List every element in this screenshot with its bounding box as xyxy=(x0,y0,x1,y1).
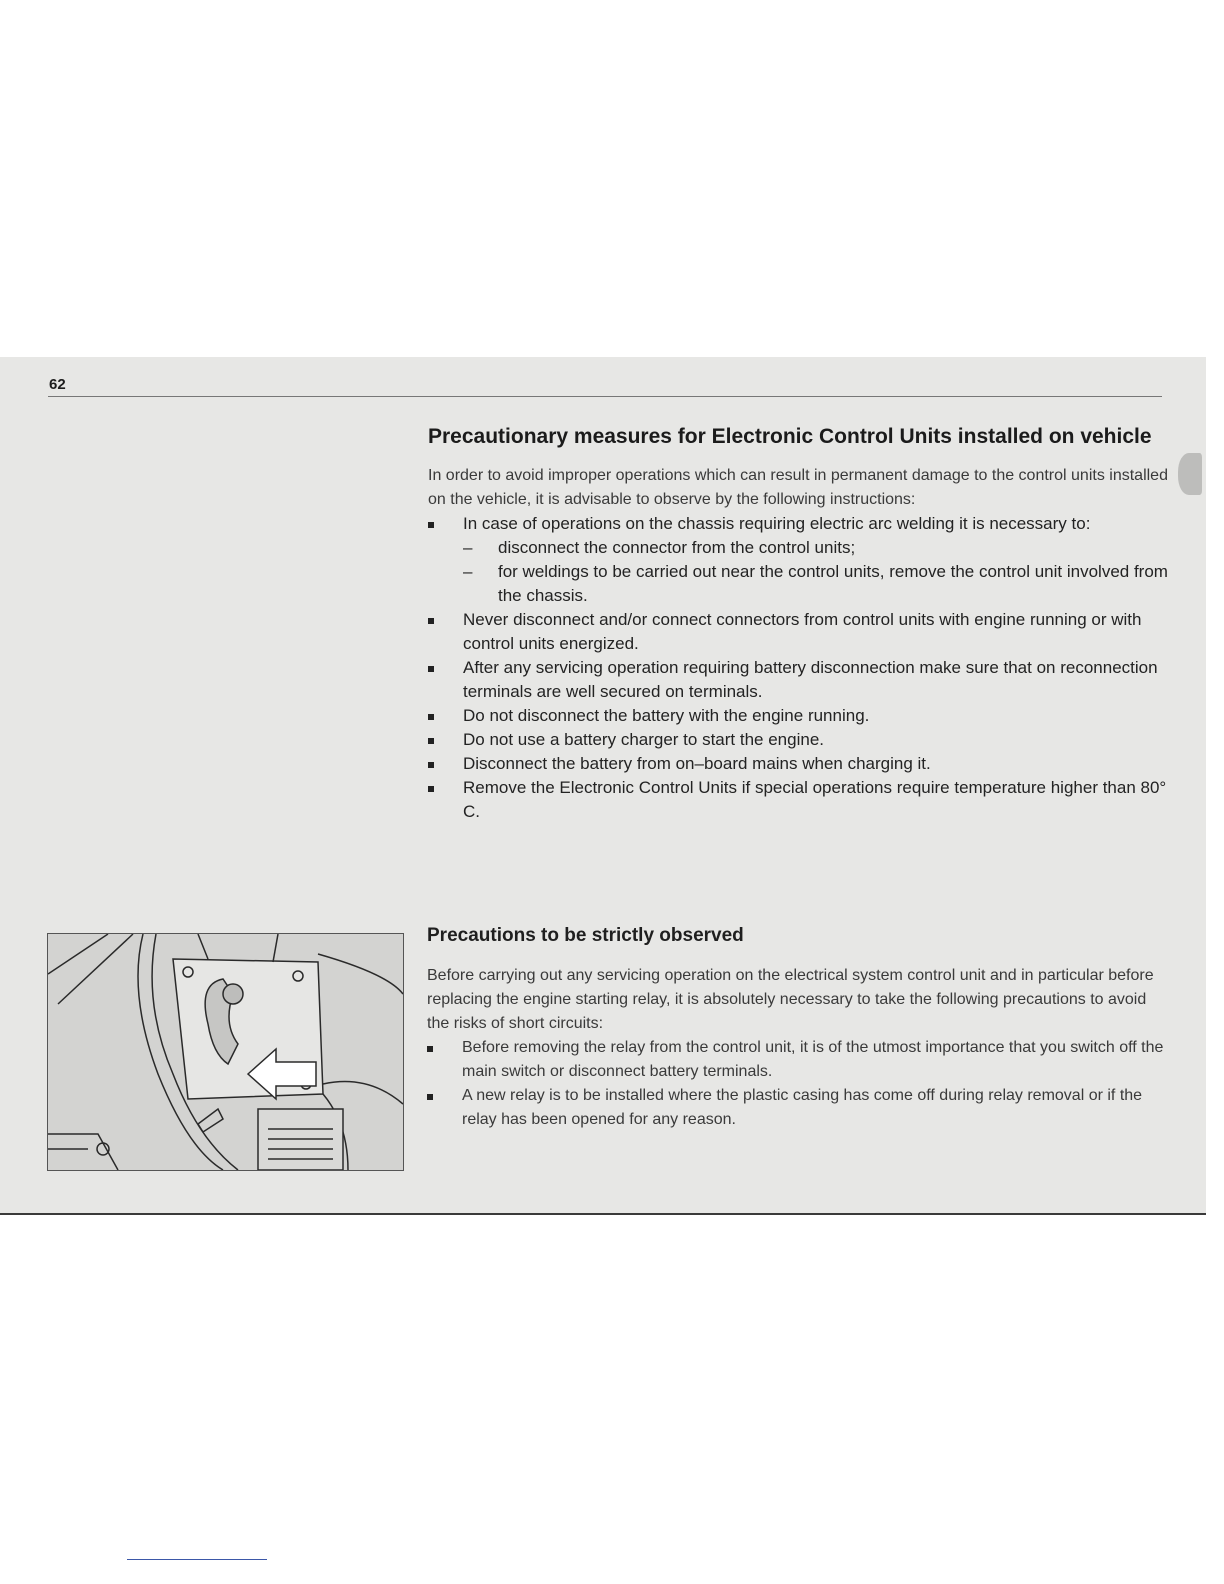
bullet-icon xyxy=(427,1046,433,1052)
page-edge-mark xyxy=(1178,453,1202,495)
bullet-icon xyxy=(428,786,434,792)
bullet-icon xyxy=(428,738,434,744)
list-item: Never disconnect and/or connect connectors from control units with engine running or with control units energized. xyxy=(428,608,1168,656)
bullet-icon xyxy=(428,522,434,528)
sub-list xyxy=(463,536,1168,608)
section-title: Precautions to be strictly observed xyxy=(427,925,744,946)
page-number: 62 xyxy=(49,376,66,393)
section-intro: Before carrying out any servicing operation on the electrical system control unit and in particular before replacing the engine starting relay, it is absolutely necessary to take the following precautions to avoid the risks of short circuits: xyxy=(427,967,1154,1032)
bullet-icon xyxy=(427,1094,433,1100)
list-item: Do not disconnect the battery with the engine running. xyxy=(428,704,1168,728)
bullet-icon xyxy=(428,618,434,624)
precautions-list xyxy=(428,512,1168,824)
list-item: After any servicing operation requiring battery disconnection make sure that on reconnection terminals are well secured on terminals. xyxy=(428,656,1168,704)
list-item: Before removing the relay from the control unit, it is of the utmost importance that you switch off the main switch or disconnect battery terminals. xyxy=(427,1036,1167,1084)
bullet-icon xyxy=(428,666,434,672)
sub-list-item: – for weldings to be carried out near the control units, remove the control unit involved from the chassis. xyxy=(463,562,1168,605)
sub-list-item: – disconnect the connector from the control units; xyxy=(463,536,1168,560)
list-item: Disconnect the battery from on–board mains when charging it. xyxy=(428,752,1168,776)
section-intro: In order to avoid improper operations which can result in permanent damage to the control units installed on the vehicle, it is advisable to observe by the following instructions: xyxy=(428,467,1168,508)
manual-page xyxy=(0,357,1206,1215)
dash-icon: – xyxy=(463,562,473,581)
footer-rule xyxy=(127,1559,267,1560)
bullet-icon xyxy=(428,762,434,768)
section-title: Precautionary measures for Electronic Control Units installed on vehicle xyxy=(428,425,1152,448)
strict-precautions-section xyxy=(427,924,1167,1132)
relay-illustration xyxy=(47,933,404,1171)
bullet-icon xyxy=(428,714,434,720)
relay-illustration-icon xyxy=(48,934,403,1170)
list-item: Do not use a battery charger to start the engine. xyxy=(428,728,1168,752)
dash-icon: – xyxy=(463,538,473,557)
list-item: A new relay is to be installed where the plastic casing has come off during relay removal or if the relay has been opened for any reason. xyxy=(427,1084,1167,1132)
list-item: Remove the Electronic Control Units if special operations require temperature higher than 80° C. xyxy=(428,776,1168,824)
precautions-list xyxy=(427,1036,1167,1132)
ecu-precautions-section xyxy=(428,424,1168,824)
header-rule xyxy=(48,396,1162,397)
list-item: In case of operations on the chassis requiring electric arc welding it is necessary to: – disconnect the connector from the control units; – for weldings to be carried out near the control units, remove the control unit involved from the chassis. xyxy=(428,512,1168,608)
